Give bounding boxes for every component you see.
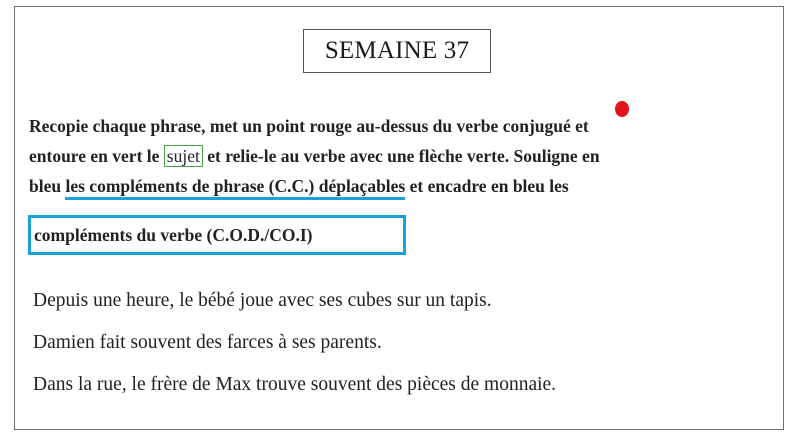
exercise-card xyxy=(14,6,784,430)
sentence-2: Damien fait souvent des farces à ses parents. xyxy=(33,332,382,353)
sentence-1: Depuis une heure, le bébé joue avec ses cubes sur un tapis. xyxy=(33,290,492,311)
sujet-boxed-word: sujet xyxy=(164,145,203,167)
instruction-line-1 xyxy=(29,111,779,141)
instruction-text xyxy=(29,111,779,201)
sentence-3: Dans la rue, le frère de Max trouve souvent des pièces de monnaie. xyxy=(33,374,557,395)
instruction-l1-after: conjugué et xyxy=(498,116,589,136)
page-title: SEMAINE 37 xyxy=(303,29,491,73)
sentence-list xyxy=(33,287,556,413)
instruction-l3-after: et encadre en bleu les xyxy=(405,176,569,196)
cod-coi-boxed-text: compléments du verbe (C.O.D./CO.I) xyxy=(28,215,406,255)
instruction-l1-before: Recopie chaque phrase, met un point rouge au-dessus du xyxy=(29,116,457,136)
cc-underlined-text: les compléments de phrase (C.C.) déplaçables xyxy=(65,176,405,200)
verb-example: verbe xyxy=(456,116,499,136)
instruction-l3-before: bleu xyxy=(29,176,66,196)
instruction-line-3 xyxy=(29,171,779,201)
instruction-l2-before: entoure en vert le xyxy=(29,146,164,166)
instruction-line-2 xyxy=(29,141,779,171)
instruction-l2-after: et relie-le au verbe avec une flèche verte. Souligne en xyxy=(202,146,600,166)
